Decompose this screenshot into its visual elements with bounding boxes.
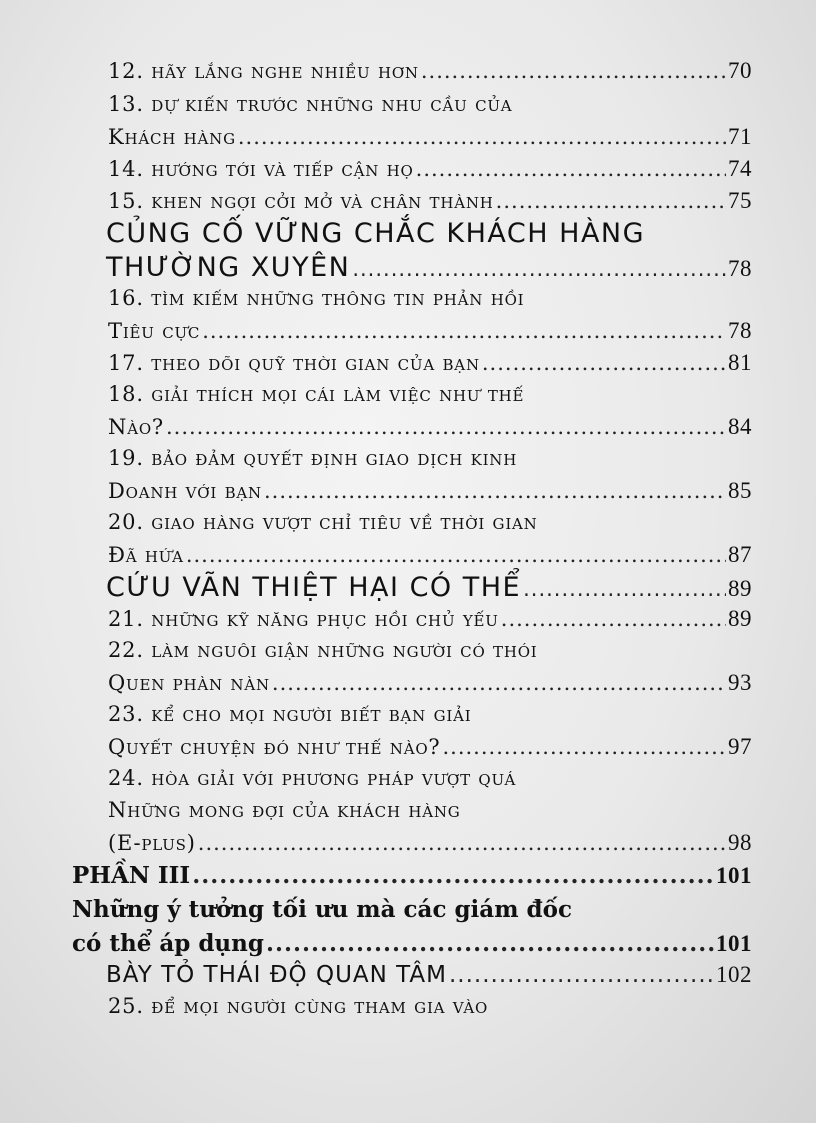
- toc-entry-title: 15. khen ngợi cởi mở và chân thành: [108, 189, 494, 213]
- toc-entry-title: 19. bảo đảm quyết định giao dịch kinh: [108, 446, 518, 470]
- dot-leader: [264, 479, 726, 503]
- toc-entry-page: 85: [728, 478, 752, 503]
- toc-entry-title: CỦNG CỐ VỮNG CHẮC KHÁCH HÀNG: [106, 218, 646, 249]
- toc-entry: [0, 58, 816, 92]
- toc-entry-page: 78: [728, 318, 752, 343]
- toc-entry: [0, 734, 816, 768]
- toc-entry-title: 12. hãy lắng nghe nhiều hơn: [108, 59, 419, 83]
- dot-leader: [192, 862, 714, 889]
- toc-entry-title: 23. kể cho mọi người biết bạn giải: [108, 702, 472, 726]
- toc-section-heading: [0, 572, 816, 606]
- toc-entry: [0, 510, 816, 544]
- toc-entry: [0, 286, 816, 320]
- dot-leader: [266, 930, 714, 957]
- dot-leader: [202, 319, 726, 343]
- toc-entry-title: 22. làm nguôi giận những người có thói: [108, 638, 538, 662]
- dot-leader: [482, 351, 726, 375]
- toc-section-heading: [0, 218, 816, 252]
- toc-entry-title: 16. tìm kiếm những thông tin phản hồi: [108, 286, 525, 310]
- toc-entry: [0, 994, 816, 1028]
- toc-entry-page: 97: [728, 734, 752, 759]
- toc-entry-page: 74: [728, 156, 752, 181]
- toc-entry-title: CỨU VÃN THIỆT HẠI CÓ THỂ: [106, 572, 522, 603]
- toc-entry-page: 89: [728, 576, 752, 601]
- dot-leader: [496, 189, 726, 213]
- toc-entry-title: (E-plus): [108, 831, 196, 855]
- dot-leader: [198, 831, 726, 855]
- toc-entry: [0, 156, 816, 190]
- toc-entry: [0, 606, 816, 640]
- toc-entry: [0, 92, 816, 126]
- toc-entry: [0, 350, 816, 384]
- toc-entry-title: 25. để mọi người cùng tham gia vào: [108, 994, 489, 1018]
- toc-entry-page: 101: [716, 931, 752, 956]
- toc-entry-page: 70: [728, 58, 752, 83]
- dot-leader: [238, 125, 726, 149]
- toc-entry-page: 87: [728, 542, 752, 567]
- dot-leader: [352, 257, 726, 281]
- toc-entry-title: Đã hứa: [108, 543, 184, 567]
- toc-entry-page: 71: [728, 124, 752, 149]
- toc-entry-page: 84: [728, 414, 752, 439]
- toc-entry: [0, 830, 816, 864]
- toc-part-subtitle: [0, 896, 816, 930]
- toc-entry-title: 13. dự kiến trước những nhu cầu của: [108, 92, 513, 116]
- toc-part-subtitle: [0, 930, 816, 964]
- toc-entry-page: 102: [716, 962, 752, 987]
- toc-entry-title: 21. những kỹ năng phục hồi chủ yếu: [108, 607, 499, 631]
- toc-entry-title: 14. hướng tới và tiếp cận họ: [108, 157, 414, 181]
- toc-entry: [0, 542, 816, 576]
- toc-entry: [0, 414, 816, 448]
- toc-entry: [0, 478, 816, 512]
- toc-entry: [0, 798, 816, 832]
- toc-entry-page: 89: [728, 606, 752, 631]
- toc-entry: [0, 318, 816, 352]
- dot-leader: [501, 607, 726, 631]
- toc-entry-page: 75: [728, 188, 752, 213]
- dot-leader: [523, 577, 726, 601]
- toc-entry-page: 98: [728, 830, 752, 855]
- toc-entry-page: 101: [716, 863, 752, 888]
- toc-entry-title: Quyết chuyện đó như thế nào?: [108, 735, 441, 759]
- toc-entry-title: BÀY TỎ THÁI ĐỘ QUAN TÂM: [106, 962, 447, 988]
- toc-entry-title: Những mong đợi của khách hàng: [108, 798, 461, 822]
- dot-leader: [166, 415, 726, 439]
- dot-leader: [421, 59, 726, 83]
- toc-entry-title: Nào?: [108, 415, 164, 439]
- toc-entry-title: 17. theo dõi quỹ thời gian của bạn: [108, 351, 480, 375]
- toc-entry: [0, 124, 816, 158]
- toc-entry-title: Quen phàn nàn: [108, 671, 270, 695]
- dot-leader: [449, 962, 714, 988]
- dot-leader: [442, 735, 726, 759]
- dot-leader: [186, 543, 726, 567]
- toc-entry: [0, 670, 816, 704]
- toc-part-heading: [0, 862, 816, 896]
- toc-entry-title: THƯỜNG XUYÊN: [106, 252, 351, 283]
- toc-entry: [0, 188, 816, 222]
- toc-entry-title: có thể áp dụng: [72, 930, 264, 957]
- toc-entry-page: 78: [728, 256, 752, 281]
- toc-entry: [0, 702, 816, 736]
- dot-leader: [272, 671, 726, 695]
- dot-leader: [416, 157, 726, 181]
- toc-entry: [0, 766, 816, 800]
- toc-entry: [0, 638, 816, 672]
- toc-entry-title: PHẦN III: [72, 862, 191, 889]
- toc-section-heading: [0, 962, 816, 996]
- toc-entry-title: 18. giải thích mọi cái làm việc như thế: [108, 382, 525, 406]
- toc-entry-title: 20. giao hàng vượt chỉ tiêu về thời gian: [108, 510, 538, 534]
- toc-entry: [0, 446, 816, 480]
- toc-entry-page: 93: [728, 670, 752, 695]
- toc-entry: [0, 382, 816, 416]
- toc-section-heading: [0, 252, 816, 286]
- toc-entry-title: Khách hàng: [108, 125, 236, 149]
- toc-entry-title: Tiêu cực: [108, 319, 201, 343]
- toc-entry-title: Những ý tưởng tối ưu mà các giám đốc: [72, 896, 572, 923]
- toc-entry-title: 24. hòa giải với phương pháp vượt quá: [108, 766, 517, 790]
- toc-entry-page: 81: [728, 350, 752, 375]
- toc-entry-title: Doanh với bạn: [108, 479, 262, 503]
